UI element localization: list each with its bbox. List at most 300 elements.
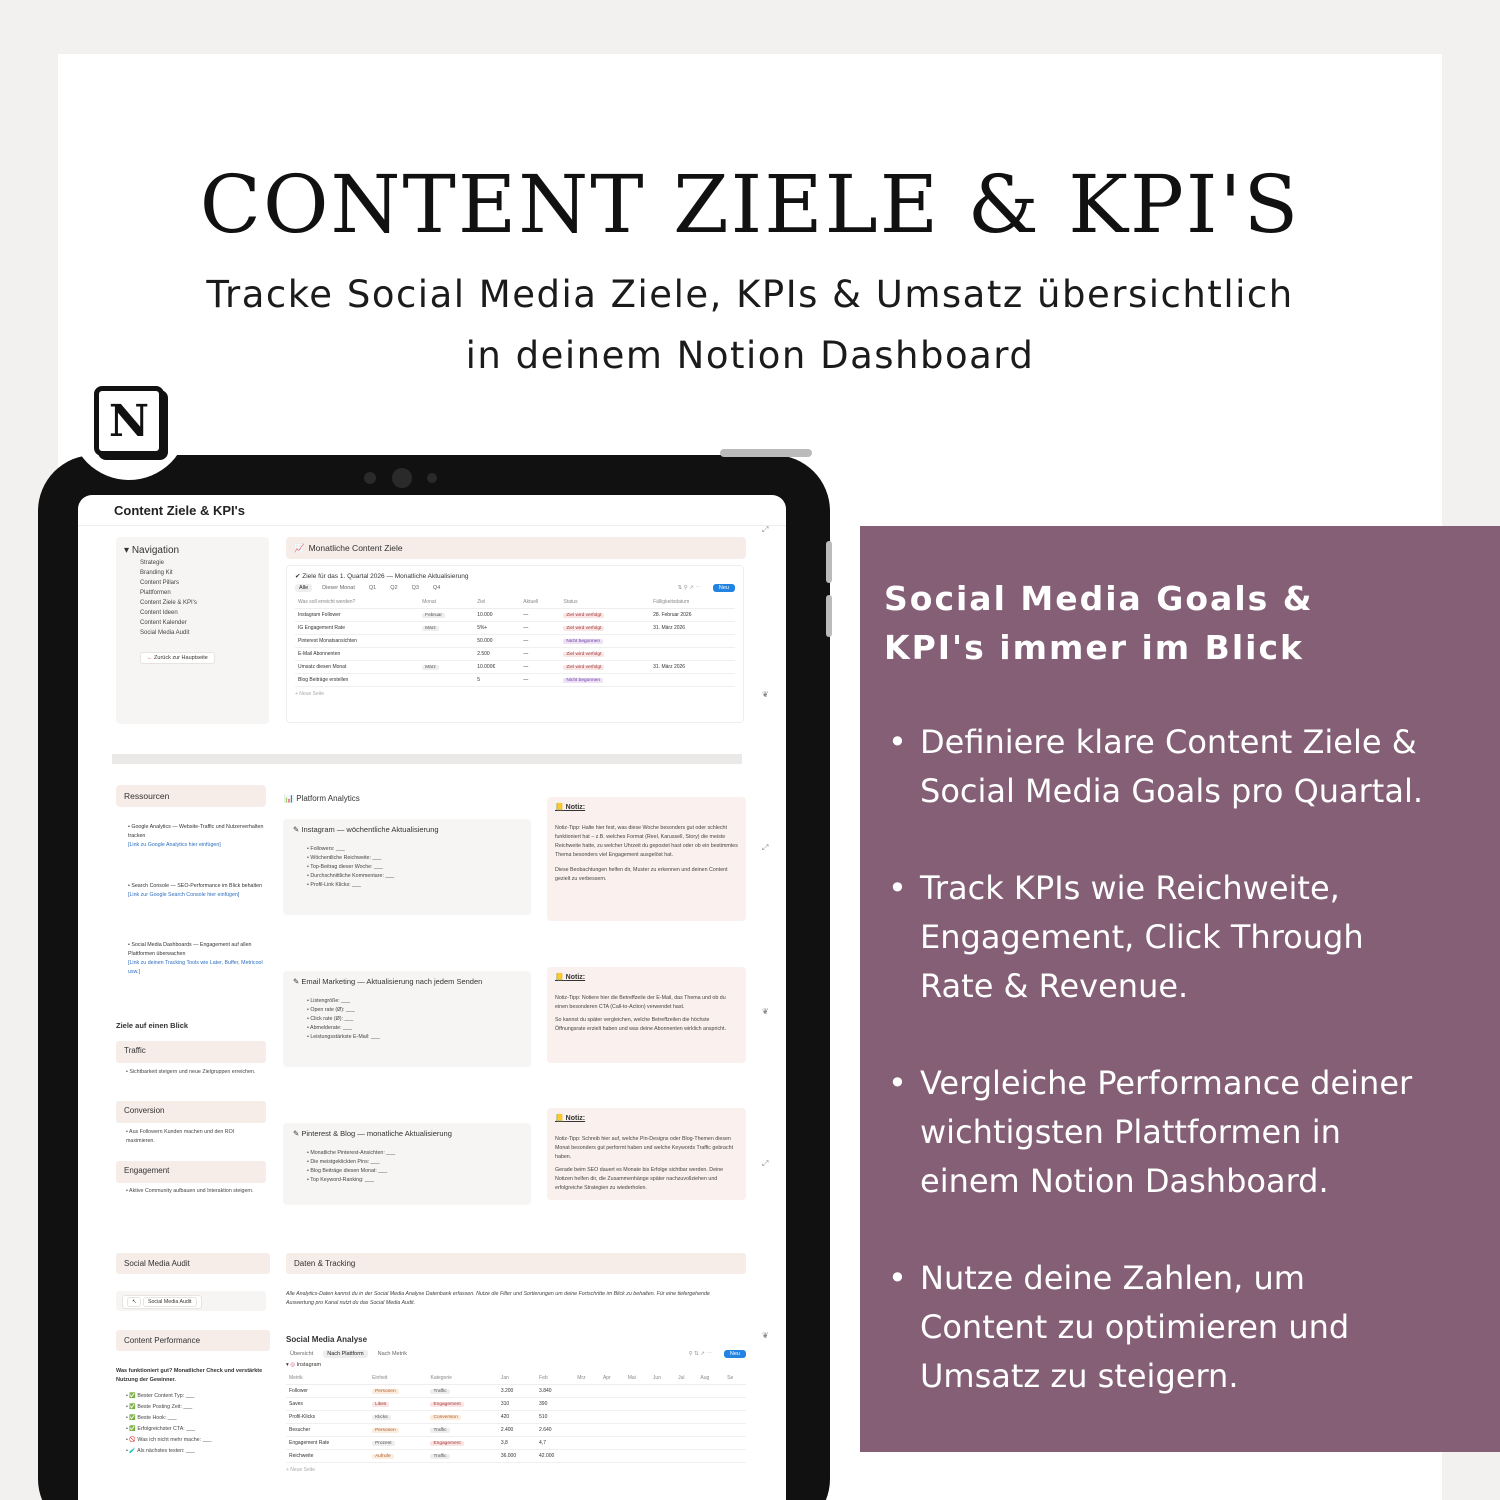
hero-subtitle-line-2: in deinem Notion Dashboard bbox=[465, 334, 1035, 377]
col-header-current[interactable]: Aktuell bbox=[520, 596, 560, 609]
monthly-goals-tabs bbox=[295, 584, 735, 592]
sma-unit-cell[interactable] bbox=[369, 1398, 427, 1411]
scroll-indicator-icon[interactable]: ⤢ bbox=[762, 525, 769, 534]
sma-row[interactable] bbox=[286, 1450, 746, 1463]
sma-empty-cell[interactable] bbox=[697, 1437, 724, 1450]
goal-target-cell[interactable] bbox=[474, 635, 520, 648]
sma-empty-cell[interactable] bbox=[697, 1398, 724, 1411]
goal-row[interactable] bbox=[295, 609, 735, 622]
sma-feb: 390 bbox=[539, 1401, 548, 1407]
email-metric: • Click rate (Ø): ___ bbox=[307, 1016, 354, 1022]
content-performance-heading: Content Performance bbox=[116, 1330, 270, 1351]
sma-col-header[interactable]: Einheit bbox=[369, 1372, 427, 1385]
sma-empty-cell[interactable] bbox=[675, 1411, 697, 1424]
sma-category-cell[interactable] bbox=[427, 1398, 497, 1411]
sma-feb: 2.640 bbox=[539, 1427, 552, 1433]
navigation-heading: Navigation bbox=[131, 545, 180, 556]
note-pinterest-tip: Notiz-Tipp: Schreib hier auf, welche Pin-Designs oder Blog-Themen diesen Monat besonders gut performt haben und welche Keywords Traffic gebracht haben. bbox=[555, 1136, 734, 1160]
sma-table bbox=[286, 1372, 746, 1463]
check-icon: ✅ bbox=[129, 1393, 136, 1399]
sma-empty-cell[interactable] bbox=[625, 1398, 650, 1411]
resource-2-link[interactable]: [Link zur Google Search Console hier einfügen] bbox=[128, 892, 240, 898]
sma-category-cell[interactable] bbox=[427, 1450, 497, 1463]
sma-unit: Personen bbox=[372, 1428, 399, 1433]
sma-category: Engagement bbox=[430, 1441, 463, 1446]
cp-item: • 🚫 Was ich nicht mehr mache: ___ bbox=[126, 1437, 212, 1443]
email-metric-2: Open rate (Ø): ___ bbox=[310, 1007, 355, 1013]
title-divider bbox=[78, 525, 786, 526]
sma-add-new-page[interactable]: + Neue Seite bbox=[286, 1467, 316, 1473]
sma-metric-cell[interactable] bbox=[286, 1450, 369, 1463]
sma-empty-cell[interactable] bbox=[724, 1450, 746, 1463]
goal-current: — bbox=[523, 651, 529, 657]
sma-unit: Prozent bbox=[372, 1441, 395, 1446]
goal-month-cell[interactable] bbox=[419, 622, 474, 635]
goal-target-cell[interactable] bbox=[474, 609, 520, 622]
sma-col-header[interactable]: Apr bbox=[600, 1372, 625, 1385]
instagram-metric-4: Durchschnittliche Kommentare: ___ bbox=[310, 873, 395, 879]
bar-chart-icon: 📊 bbox=[284, 794, 294, 803]
sma-empty-cell[interactable] bbox=[650, 1411, 675, 1424]
tab-q3[interactable]: Q3 bbox=[411, 585, 419, 591]
pencil-icon: ✎ bbox=[293, 825, 300, 834]
instagram-metric: • Durchschnittliche Kommentare: ___ bbox=[307, 873, 395, 879]
sma-row[interactable] bbox=[286, 1437, 746, 1450]
sma-empty-cell[interactable] bbox=[574, 1398, 600, 1411]
platform-analytics-heading bbox=[284, 794, 360, 803]
note-instagram bbox=[547, 797, 746, 921]
sma-empty-cell[interactable] bbox=[625, 1450, 650, 1463]
sma-unit: Likes bbox=[372, 1402, 389, 1407]
navigation-toggle[interactable]: ▾ Navigation bbox=[124, 545, 180, 556]
sma-category-cell[interactable] bbox=[427, 1424, 497, 1437]
sma-feb: 4,7 bbox=[539, 1440, 546, 1446]
col-header-due-date[interactable]: Fälligkeitsdatum bbox=[650, 596, 735, 609]
sma-empty-cell[interactable] bbox=[724, 1437, 746, 1450]
goal-due-date-cell[interactable] bbox=[650, 609, 735, 622]
email-metric-1: Listengröße: ___ bbox=[310, 998, 351, 1004]
goal-traffic-heading: Traffic bbox=[116, 1041, 266, 1063]
sma-col-header[interactable]: Se bbox=[724, 1372, 746, 1385]
check-icon: ✅ bbox=[129, 1415, 136, 1421]
sma-empty-cell[interactable] bbox=[574, 1411, 600, 1424]
goal-target-cell[interactable] bbox=[474, 674, 520, 687]
tab-nach-plattform[interactable]: Nach Plattform bbox=[323, 1350, 367, 1358]
col-header-goal-name[interactable]: Was soll erreicht werden? bbox=[295, 596, 419, 609]
goal-name-cell[interactable] bbox=[295, 635, 419, 648]
sma-row[interactable] bbox=[286, 1398, 746, 1411]
goal-engagement-desc: Aktive Community aufbauen und Interaktion steigern. bbox=[129, 1188, 254, 1194]
sma-jan: 36.000 bbox=[500, 1453, 517, 1459]
note-email-tip: Notiz-Tipp: Notiere hier die Betreffzeile der E-Mail, das Thema und ob du einen besonderen CTA (Call-to-Action) verwendet hast. bbox=[555, 995, 726, 1010]
pinterest-metric: • Top Keyword-Ranking: ___ bbox=[307, 1177, 374, 1183]
col-header-status[interactable]: Status bbox=[560, 596, 650, 609]
nav-item-branding-kit[interactable]: Branding Kit bbox=[140, 570, 173, 576]
sma-empty-cell[interactable] bbox=[625, 1437, 650, 1450]
sma-unit: Personen bbox=[372, 1389, 399, 1394]
sma-empty-cell[interactable] bbox=[650, 1437, 675, 1450]
goal-month-cell[interactable] bbox=[419, 661, 474, 674]
notion-logo-icon: N bbox=[94, 386, 164, 456]
feature-2-line-2: Engagement, Click Through bbox=[920, 918, 1364, 956]
goal-name-cell[interactable] bbox=[295, 661, 419, 674]
goal-target-cell[interactable] bbox=[474, 661, 520, 674]
sma-metric: Profil-Klicks bbox=[289, 1414, 316, 1420]
pinterest-metric-1: Monatliche Pinterest-Ansichten: ___ bbox=[310, 1150, 396, 1156]
goal-status-cell[interactable] bbox=[560, 609, 650, 622]
sma-metric-cell[interactable] bbox=[286, 1398, 369, 1411]
note-email-text: So kannst du später vergleichen, welche Betreffzeilen die höchste Öffnungsrate erzielt haben und was deine Abonnenten wirklich anspricht. bbox=[555, 1017, 726, 1032]
goal-current-cell[interactable] bbox=[520, 635, 560, 648]
sma-jan-cell[interactable] bbox=[498, 1450, 536, 1463]
sma-row[interactable] bbox=[286, 1385, 746, 1398]
expand-icon[interactable]: ⤢ bbox=[762, 1159, 769, 1168]
nav-item-strategie[interactable]: Strategie bbox=[140, 560, 165, 566]
pin-icon[interactable]: ❦ bbox=[762, 690, 769, 699]
goal-current: — bbox=[523, 677, 529, 683]
sma-toolbar-icons[interactable]: ⚲ ⇅ ↗ ⋯ bbox=[688, 1351, 712, 1357]
note-instagram-tip: Notiz-Tipp: Halte hier fest, was diese Woche besonders gut oder schlecht funktioniert hat – z.B. welches Format (Reel, Karussell, Story) die meiste Reichweite hatte, zu welcher Uhrzeit du gepostet hast oder ob ein bestimmtes Thema besonders viel Engagement ausgelöst hat. bbox=[555, 825, 738, 858]
sma-metric-cell[interactable] bbox=[286, 1411, 369, 1424]
sma-metric-cell[interactable] bbox=[286, 1424, 369, 1437]
feature-1-line-1: • Definiere klare Content Ziele & bbox=[920, 723, 1417, 761]
pin-icon[interactable]: ❦ bbox=[762, 1331, 769, 1340]
goal-month-cell[interactable] bbox=[419, 635, 474, 648]
cp-item-6: Als nächstes testen: ___ bbox=[137, 1448, 195, 1454]
add-new-page-button[interactable]: + Neue Seite bbox=[295, 691, 325, 697]
goal-status: Ziel wird verfolgt bbox=[563, 626, 604, 631]
goal-row[interactable] bbox=[295, 622, 735, 635]
sma-empty-cell[interactable] bbox=[600, 1385, 625, 1398]
sma-col-header[interactable]: Jun bbox=[650, 1372, 675, 1385]
sma-empty-cell[interactable] bbox=[697, 1424, 724, 1437]
tab-q4[interactable]: Q4 bbox=[432, 585, 441, 591]
nav-item-content-ziele[interactable]: Content Ziele & KPI's bbox=[140, 600, 197, 606]
sma-empty-cell[interactable] bbox=[600, 1437, 625, 1450]
goal-status: Ziel wird verfolgt bbox=[563, 652, 604, 657]
sma-col-header[interactable]: Metrik bbox=[286, 1372, 369, 1385]
sma-feb: 510 bbox=[539, 1414, 548, 1420]
resource-1-title: Google Analytics — Website-Traffic und Nutzerverhalten tracken bbox=[128, 824, 264, 839]
pinterest-metric-3: Blog Beiträge diesen Monat: ___ bbox=[310, 1168, 388, 1174]
tab-nach-metrik[interactable]: Nach Metrik bbox=[377, 1351, 407, 1357]
cp-item-2: Beste Posting Zeit: ___ bbox=[137, 1404, 193, 1410]
sma-empty-cell[interactable] bbox=[675, 1385, 697, 1398]
goal-row[interactable] bbox=[295, 661, 735, 674]
sma-metric: Saves bbox=[289, 1401, 303, 1407]
sma-category-cell[interactable] bbox=[427, 1411, 497, 1424]
instagram-title: Instagram — wöchentliche Aktualisierung bbox=[301, 825, 439, 834]
goal-month-cell[interactable] bbox=[419, 648, 474, 661]
sma-group-label: Instagram bbox=[296, 1362, 322, 1368]
sma-category: Engagement bbox=[430, 1402, 463, 1407]
cp-item-1: Bester Content Typ: ___ bbox=[137, 1393, 195, 1399]
goal-due-date: 31. März 2026 bbox=[653, 664, 686, 670]
instagram-metric: • Profil-Link Klicks: ___ bbox=[307, 882, 361, 888]
sma-metric: Engagement Rate bbox=[289, 1440, 330, 1446]
sma-empty-cell[interactable] bbox=[600, 1424, 625, 1437]
goal-current: — bbox=[523, 638, 529, 644]
col-header-month[interactable]: Monat bbox=[419, 596, 474, 609]
sma-metric-cell[interactable] bbox=[286, 1437, 369, 1450]
new-entry-button[interactable]: Neu bbox=[713, 584, 735, 592]
goal-status: Ziel wird verfolgt bbox=[563, 613, 604, 618]
tab-alle[interactable]: Alle bbox=[295, 584, 312, 592]
feature-2-line-1: • Track KPIs wie Reichweite, bbox=[920, 869, 1340, 907]
resource-google-analytics: • Google Analytics — Website-Traffic und Nutzerverhalten tracken [Link zu Google Analytics hier einfügen] bbox=[128, 824, 264, 848]
sma-empty-cell[interactable] bbox=[600, 1450, 625, 1463]
sma-feb-cell[interactable] bbox=[536, 1450, 574, 1463]
goal-target-cell[interactable] bbox=[474, 648, 520, 661]
feature-1-line-2: Social Media Goals pro Quartal. bbox=[920, 772, 1424, 810]
sma-col-header[interactable]: Mai bbox=[625, 1372, 650, 1385]
sma-empty-cell[interactable] bbox=[724, 1411, 746, 1424]
sma-unit-cell[interactable] bbox=[369, 1450, 427, 1463]
sma-category-cell[interactable] bbox=[427, 1437, 497, 1450]
sma-category-cell[interactable] bbox=[427, 1385, 497, 1398]
resource-social-dashboards: • Social Media Dashboards — Engagement auf allen Plattformen überwachen [Link zu deinen Tracking Tools wie Later, Buffer, Metricool usw.] bbox=[128, 942, 263, 975]
goal-status-cell[interactable] bbox=[560, 661, 650, 674]
resource-2-title: Search Console — SEO-Performance im Blick behalten bbox=[131, 883, 263, 889]
goal-row[interactable] bbox=[295, 674, 735, 687]
tab-q2[interactable]: Q2 bbox=[390, 585, 398, 591]
sma-empty-cell[interactable] bbox=[600, 1398, 625, 1411]
feature-2-line-3: Rate & Revenue. bbox=[920, 967, 1189, 1005]
tablet-sensor bbox=[364, 472, 376, 484]
goal-name-cell[interactable] bbox=[295, 648, 419, 661]
goal-current: — bbox=[523, 612, 529, 618]
sma-col-header[interactable]: Feb bbox=[536, 1372, 574, 1385]
monthly-goals-heading bbox=[286, 537, 746, 559]
sma-jan-cell[interactable] bbox=[498, 1398, 536, 1411]
sma-feb-cell[interactable] bbox=[536, 1411, 574, 1424]
tab-uebersicht[interactable]: Übersicht bbox=[290, 1351, 314, 1357]
sma-title: Social Media Analyse bbox=[286, 1335, 368, 1344]
goal-name: E-Mail Abonnenten bbox=[298, 651, 341, 657]
goal-engagement-heading: Engagement bbox=[116, 1161, 266, 1183]
email-block bbox=[283, 971, 531, 1067]
nav-item-plattformen[interactable]: Plattformen bbox=[140, 590, 171, 596]
sma-unit-cell[interactable] bbox=[369, 1385, 427, 1398]
sma-feb-cell[interactable] bbox=[536, 1437, 574, 1450]
check-icon: ✅ bbox=[129, 1426, 136, 1432]
sma-unit-cell[interactable] bbox=[369, 1424, 427, 1437]
expand-icon[interactable]: ⤢ bbox=[762, 843, 769, 852]
sma-empty-cell[interactable] bbox=[724, 1385, 746, 1398]
sma-group-instagram[interactable]: ▾ ◎ Instagram bbox=[286, 1362, 322, 1368]
goal-due-date-cell[interactable] bbox=[650, 661, 735, 674]
goal-current-cell[interactable] bbox=[520, 661, 560, 674]
social-media-audit-button[interactable] bbox=[122, 1295, 202, 1309]
tab-q1[interactable]: Q1 bbox=[368, 585, 377, 591]
sma-empty-cell[interactable] bbox=[650, 1424, 675, 1437]
instagram-block bbox=[283, 819, 531, 915]
sma-jan-cell[interactable] bbox=[498, 1385, 536, 1398]
goal-month-cell[interactable] bbox=[419, 609, 474, 622]
sma-empty-cell[interactable] bbox=[650, 1450, 675, 1463]
sma-empty-cell[interactable] bbox=[650, 1398, 675, 1411]
sma-metric-cell[interactable] bbox=[286, 1385, 369, 1398]
goal-traffic-text: • Sichtbarkeit steigern und neue Zielgruppen erreichen. bbox=[126, 1069, 256, 1075]
sma-empty-cell[interactable] bbox=[574, 1424, 600, 1437]
goal-due-date-cell[interactable] bbox=[650, 648, 735, 661]
data-tracking-text: Alle Analytics-Daten kannst du in der Social Media Analyse Datenbank erfassen. Nutze die Filter und Sortierungen um deine Fortschritte im Blick zu behalten. Für eine tiefergehende Auswertung pro Kanal nutzt du das Social Media Audit. bbox=[286, 1291, 710, 1306]
monthly-goals-rows bbox=[295, 609, 735, 687]
note-icon: 📒 bbox=[555, 974, 564, 981]
sma-col-header[interactable]: Kategorie bbox=[427, 1372, 497, 1385]
feature-bullet bbox=[888, 864, 1498, 1011]
nav-item-content-kalender[interactable]: Content Kalender bbox=[140, 620, 187, 626]
nav-item-content-ideen[interactable]: Content Ideen bbox=[140, 610, 178, 616]
sma-empty-cell[interactable] bbox=[697, 1450, 724, 1463]
sma-empty-cell[interactable] bbox=[625, 1411, 650, 1424]
pinterest-block bbox=[283, 1123, 531, 1205]
goal-current: — bbox=[523, 625, 529, 631]
instagram-metric: • Wöchentliche Reichweite: ___ bbox=[307, 855, 382, 861]
page-title: Content Ziele & KPI's bbox=[114, 503, 245, 518]
sma-empty-cell[interactable] bbox=[625, 1385, 650, 1398]
sma-jan: 3,8 bbox=[500, 1440, 508, 1446]
goal-status-cell[interactable] bbox=[560, 622, 650, 635]
goal-month: Februar bbox=[422, 613, 445, 618]
email-metric: • Abmelderate: ___ bbox=[307, 1025, 352, 1031]
instagram-block-title bbox=[293, 825, 521, 834]
check-circle-icon: ✔ bbox=[295, 573, 301, 580]
sma-feb-cell[interactable] bbox=[536, 1398, 574, 1411]
sma-col-header[interactable]: Aug bbox=[697, 1372, 724, 1385]
db-toolbar-icons[interactable]: ⇅ ⚲ ↗ ⋯ bbox=[677, 585, 701, 591]
sma-empty-cell[interactable] bbox=[574, 1385, 600, 1398]
goal-current-cell[interactable] bbox=[520, 609, 560, 622]
goal-target-cell[interactable] bbox=[474, 622, 520, 635]
feature-3-line-3: einem Notion Dashboard. bbox=[920, 1162, 1329, 1200]
goal-name-cell[interactable] bbox=[295, 674, 419, 687]
sma-col-header[interactable]: Jul bbox=[675, 1372, 697, 1385]
goals-overview-heading: Ziele auf einen Blick bbox=[116, 1021, 189, 1030]
goal-due-date-cell[interactable] bbox=[650, 635, 735, 648]
email-block-title bbox=[293, 977, 521, 986]
audit-link-container bbox=[116, 1291, 266, 1311]
goal-current: — bbox=[523, 664, 529, 670]
sma-empty-cell[interactable] bbox=[650, 1385, 675, 1398]
sma-empty-cell[interactable] bbox=[625, 1424, 650, 1437]
sma-empty-cell[interactable] bbox=[574, 1437, 600, 1450]
note-icon: 📒 bbox=[555, 1115, 564, 1122]
nav-item-social-media-audit[interactable]: Social Media Audit bbox=[140, 630, 190, 636]
monthly-goals-database bbox=[286, 565, 744, 723]
goal-status-cell[interactable] bbox=[560, 674, 650, 687]
sma-metric: Besucher bbox=[289, 1427, 311, 1433]
goal-month: März bbox=[422, 665, 439, 670]
sma-tabs bbox=[286, 1350, 746, 1358]
resource-1-link[interactable]: [Link zu Google Analytics hier einfügen] bbox=[128, 842, 221, 848]
sma-empty-cell[interactable] bbox=[697, 1385, 724, 1398]
resource-3-link[interactable]: [Link zu deinen Tracking Tools wie Later, Buffer, Metricool usw.] bbox=[128, 960, 263, 975]
goal-current-cell[interactable] bbox=[520, 674, 560, 687]
resource-search-console: • Search Console — SEO-Performance im Blick behalten [Link zur Google Search Console hier einfügen] bbox=[128, 883, 263, 898]
sma-unit-cell[interactable] bbox=[369, 1437, 427, 1450]
sma-jan-cell[interactable] bbox=[498, 1424, 536, 1437]
goal-target: 10.000 bbox=[477, 612, 493, 618]
col-header-target[interactable]: Ziel bbox=[474, 596, 520, 609]
goal-status: Nicht begonnen bbox=[563, 639, 603, 644]
sma-feb-cell[interactable] bbox=[536, 1385, 574, 1398]
goal-row[interactable] bbox=[295, 648, 735, 661]
sma-unit: Klicks bbox=[372, 1415, 391, 1420]
sma-metric: Reichweite bbox=[289, 1453, 314, 1459]
email-metric: • Leistungsstärkste E-Mail: ___ bbox=[307, 1034, 380, 1040]
sma-jan: 310 bbox=[500, 1401, 510, 1407]
sma-feb: 3.840 bbox=[539, 1388, 552, 1394]
goal-due-date-cell[interactable] bbox=[650, 674, 735, 687]
tab-dieser-monat[interactable]: Dieser Monat bbox=[322, 585, 355, 591]
sma-row[interactable] bbox=[286, 1411, 746, 1424]
cp-item: • ✅ Bester Content Typ: ___ bbox=[126, 1393, 195, 1399]
back-to-home-button[interactable] bbox=[140, 652, 215, 664]
goal-current-cell[interactable] bbox=[520, 648, 560, 661]
goal-name-cell[interactable] bbox=[295, 622, 419, 635]
sma-empty-cell[interactable] bbox=[600, 1411, 625, 1424]
sma-row[interactable] bbox=[286, 1424, 746, 1437]
pinterest-title: Pinterest & Blog — monatliche Aktualisierung bbox=[301, 1129, 452, 1138]
goal-current-cell[interactable] bbox=[520, 622, 560, 635]
sma-category: Traffic bbox=[430, 1428, 449, 1433]
sma-unit-cell[interactable] bbox=[369, 1411, 427, 1424]
note-heading bbox=[555, 803, 738, 812]
sma-feb-cell[interactable] bbox=[536, 1424, 574, 1437]
sma-empty-cell[interactable] bbox=[574, 1450, 600, 1463]
sma-jan-cell[interactable] bbox=[498, 1411, 536, 1424]
goal-name: Instagram Follower bbox=[298, 612, 341, 618]
sma-empty-cell[interactable] bbox=[724, 1424, 746, 1437]
sma-empty-cell[interactable] bbox=[675, 1437, 697, 1450]
feature-panel-heading bbox=[884, 574, 1314, 672]
goal-month-cell[interactable] bbox=[419, 674, 474, 687]
sma-col-header[interactable]: Jan bbox=[498, 1372, 536, 1385]
email-metric-4: Abmelderate: ___ bbox=[310, 1025, 352, 1031]
feature-bullets bbox=[888, 718, 1498, 1449]
feature-3-line-2: wichtigsten Plattformen in bbox=[920, 1113, 1341, 1151]
sma-jan: 3.200 bbox=[500, 1388, 514, 1394]
sma-rows bbox=[286, 1385, 746, 1463]
notion-screen bbox=[78, 495, 786, 1500]
sma-new-button[interactable]: Neu bbox=[724, 1350, 746, 1358]
goal-name: Blog Beiträge erstellen bbox=[298, 677, 349, 683]
sma-jan-cell[interactable] bbox=[498, 1437, 536, 1450]
goal-status-cell[interactable] bbox=[560, 635, 650, 648]
goal-due-date-cell[interactable] bbox=[650, 622, 735, 635]
nav-item-content-pillars[interactable]: Content Pillars bbox=[140, 580, 180, 586]
pin-icon[interactable]: ❦ bbox=[762, 1007, 769, 1016]
section-divider bbox=[112, 754, 742, 764]
pinterest-metric-2: Die meistgeklickten Pins: ___ bbox=[310, 1159, 380, 1165]
goal-row[interactable] bbox=[295, 635, 735, 648]
monthly-goals-heading-label: Monatliche Content Ziele bbox=[308, 543, 403, 553]
goal-status-cell[interactable] bbox=[560, 648, 650, 661]
goal-conversion-text: • Aus Followern Kunden machen und den ROI maximieren. bbox=[126, 1129, 235, 1144]
sma-empty-cell[interactable] bbox=[675, 1424, 697, 1437]
sma-empty-cell[interactable] bbox=[675, 1398, 697, 1411]
sma-empty-cell[interactable] bbox=[675, 1450, 697, 1463]
email-metric-3: Click rate (Ø): ___ bbox=[310, 1016, 354, 1022]
pencil-icon: ✎ bbox=[293, 977, 300, 986]
goal-name-cell[interactable] bbox=[295, 609, 419, 622]
feature-heading-line-2: KPI's immer im Blick bbox=[884, 628, 1304, 667]
instagram-metric-5: Profil-Link Klicks: ___ bbox=[310, 882, 361, 888]
sma-col-header[interactable]: Mrz bbox=[574, 1372, 600, 1385]
sma-empty-cell[interactable] bbox=[697, 1411, 724, 1424]
sma-empty-cell[interactable] bbox=[724, 1398, 746, 1411]
